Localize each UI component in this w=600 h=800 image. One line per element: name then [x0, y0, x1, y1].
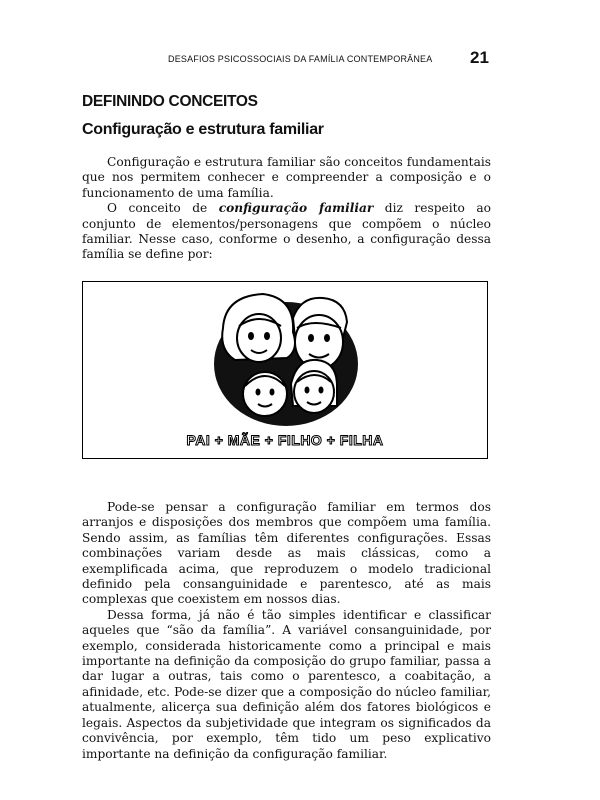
family-figure: [82, 281, 488, 459]
intro-text: [82, 155, 491, 263]
emphasis-term: configuração familiar: [218, 201, 374, 216]
page-number: 21: [470, 48, 489, 67]
family-illustration-icon: [213, 288, 359, 428]
paragraph: Dessa forma, já não é tão simples identificar e classificar aqueles que “são da família”. A variável consanguinidade, por exemplo, considerada historicamente como a principal e mais importante na definição da composição do grupo familiar, passa a dar lugar a outras, tais como o parentesco, a coabitação, a afinidade, etc. Pode-se dizer que a composição do núcleo familiar, atualmente, alicerça sua definição além dos fatores biológicos e legais. Aspectos da subjetividade que integram os significados da convivência, por exemplo, têm tido um peso explicativo importante na definição da configuração familiar.: [82, 607, 491, 761]
running-head-title: DESAFIOS PSICOSSOCIAIS DA FAMÍLIA CONTEMPORÂNEA: [168, 54, 433, 64]
paragraph-rest: diz respeito ao conjunto de elementos/personagens que compõem o núcleo familiar. Nesse caso, conforme o desenho, a configuração dessa família se define por:: [82, 201, 491, 262]
paragraph: Pode-se pensar a configuração familiar em termos dos arranjos e disposições dos membros que compõem uma família. Sendo assim, as famílias têm diferentes configurações. Essas combinações variam desde as mais clássicas, como a exemplificada acima, que reproduzem o modelo tradicional definido pela consanguinidade e parentesco, até as mais complexas que coexistem em nossos dias.: [82, 500, 491, 607]
figure-caption: PAI + MÃE + FILHO + FILHA: [186, 432, 384, 448]
paragraph: Configuração e estrutura familiar são conceitos fundamentais que nos permitem conhecer e compreender a composição e o funcionamento de uma família.: [82, 155, 491, 200]
subsection-title: Configuração e estrutura familiar: [82, 121, 324, 138]
section-title: DEFININDO CONCEITOS: [82, 93, 258, 110]
paragraph: [82, 201, 491, 263]
body-text: [82, 500, 491, 762]
paragraph-lead: O conceito de: [107, 201, 208, 216]
